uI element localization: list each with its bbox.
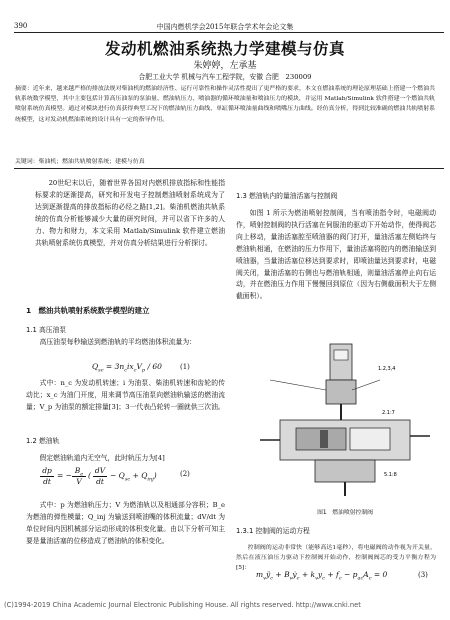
s1-1-text: 高压油泵每秒输送到燃油轨的平均燃油体积流量为： bbox=[39, 338, 196, 346]
keywords: 关键词：柴油机；燃油共轨喷射系统；建模与仿真 bbox=[15, 159, 145, 165]
s1-3-text: 如图 1 所示为燃油喷射控制阀，当有喷油指令时，电磁阀动作，喷射控制阀的执行活塞在伺服油的驱动下开始动作，使得阀芯向上移动，量油活塞腔至喷油器的阀门打开，量油活塞左侧始终与燃油轨相通，在燃油的压力作用下，量油活塞将腔内的燃油输送到喷油器，当量油活塞位移达到要求时，即喷油量达到要求时，电磁阀关闭，量油活塞的右侧也与燃油轨相通，则量油活塞停止向右运动，并在燃油压力作用下慢慢回到原位（因为右侧截面积大于左侧截面积）。 bbox=[236, 209, 436, 301]
equation-1-number: (1) bbox=[180, 363, 190, 371]
figure-1-caption: 图1 燃油喷射控制阀 bbox=[317, 510, 373, 516]
equation-3: $m_vÿ_c$ + $B_vẏ_c + k_vy_c + f_c - p_{ac}A_c = 0$ bbox=[256, 570, 388, 582]
s1-3-1-text: 控制阀的运动非常快（能够高达1毫秒），将电磁阀的动作视为开关量，然后在液压油压力驱动下控制阀开始动作，控制阀阀芯的受力平衡方程为[5]： bbox=[236, 545, 436, 572]
equation-2: dp dt = − $B_e$ V ( dV dt − $Q_{sc} + Q_{inj}$) bbox=[40, 466, 200, 496]
figure-label-2: 2.1:7 bbox=[382, 410, 395, 416]
equation-1: $Q_{sc} = 3n_cix_cV_p / 60$ bbox=[92, 362, 162, 374]
s1-2-text: 假定燃油轨道内无空气，此时轨压力为[4] bbox=[39, 454, 165, 462]
section-1-heading: 1 燃油共轨喷射系统数学模型的建立 bbox=[26, 306, 150, 315]
injection-control-valve-figure bbox=[260, 340, 430, 500]
header-rule bbox=[14, 32, 444, 33]
abstract: 摘要：近年来，越来越严格的排放法规对柴油机的燃油经济性、运行可靠性和操作灵活性提出了更严格的要求，本文在燃油系统的理论原理基础上搭建一个燃油共轨系统数学模型，其中主要包括计算高压油泵的泵油量、燃油轨压力、喷油器的循环喷油量和喷油压力的模块，并运用 Matlab/Simulink 软件搭建一个燃油共轨喷射系统仿真模型。通过对模块进行仿真获得典型工况下的燃油轨压力曲线、单缸循环喷油量曲线和喷嘴压力曲线。经仿真分析，得到比较准确的燃油共轨喷射系统模型，这对发动机燃油系统的设计具有一定的指导作用。 bbox=[15, 86, 435, 123]
abstract-rule bbox=[14, 168, 444, 169]
equation-2-number: (2) bbox=[180, 470, 190, 478]
section-1-3-1-heading: 1.3.1 控制阀的运动方程 bbox=[236, 527, 310, 535]
figure-label-1: 1.2,3,4 bbox=[378, 366, 396, 372]
affiliation: 合肥工业大学 机械与汽车工程学院，安徽 合肥 230009 bbox=[138, 73, 312, 81]
copyright-footer: (C)1994-2019 China Academic Journal Electronic Publishing House. All rights reserved. http://www.cnki.net bbox=[4, 601, 361, 609]
page-number: 390 bbox=[14, 22, 28, 30]
authors: 朱婷婷，左承基 bbox=[193, 61, 257, 71]
figure-label-3: 5.1:8 bbox=[384, 472, 397, 478]
s1-1-explanation: 式中：n_c 为发动机转速；i 为油泵、柴油机转速和齿轮的传动比；x_c 为油门开度，用来调节高压油泵向燃油轨输送的燃油流量；V_p 为油泵的额定排量[3]；3一代表凸轮转一圈就供三次油。 bbox=[26, 379, 225, 411]
equation-3-number: (3) bbox=[418, 571, 428, 579]
section-1-1-heading: 1.1 高压油泵 bbox=[26, 326, 67, 334]
s1-2-explanation: 式中：p 为燃油轨压力；V 为燃油轨以及相通部分容积；B_e 为燃油的弹性模量；Q_inj 为输送到喷油嘴的体积流量；dV/dt 为单位时间内因机械部分运动形成的体积变化量。由以下分析可知主要是量油活塞的位移造成了燃油轨的体积变化。 bbox=[26, 501, 225, 545]
section-1-3-heading: 1.3 燃油轨内的量油活塞与控制阀 bbox=[236, 192, 338, 200]
paper-title: 发动机燃油系统热力学建模与仿真 bbox=[104, 40, 345, 58]
running-header: 中国内燃机学会2015年联合学术年会论文集 bbox=[156, 23, 294, 31]
section-1-2-heading: 1.2 燃油轨 bbox=[26, 437, 60, 445]
intro-paragraph: 20世纪末以后，随着世界各国对内燃机排放指标和性能指标要求的逐渐提高，研究和开发电子控制燃油喷射系统成为了达到逐渐提高的排放指标的必经之路[1,2]。柴油机燃油共轨系统的仿真分析能够减少大量的研究时间，并可以省下许多的人力、物力和财力，本文采用 Matlab/Simulink 软件建立燃油共轨喷射系统仿真模型，并对仿真分析结果进行分析探讨。 bbox=[35, 179, 225, 247]
